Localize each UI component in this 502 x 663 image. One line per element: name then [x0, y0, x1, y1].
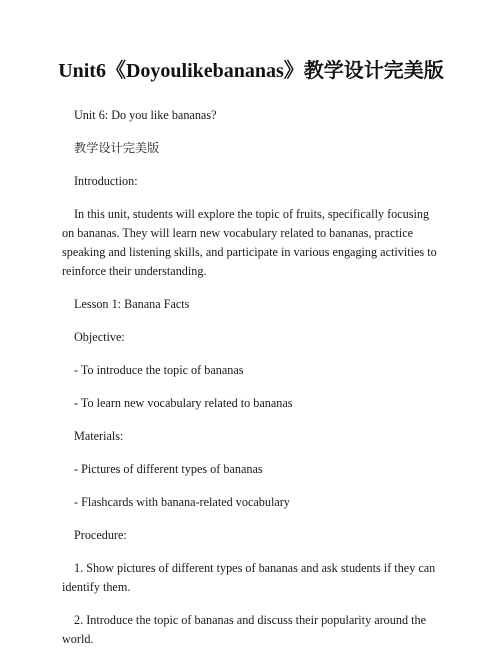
- section-heading-objective: Objective:: [74, 330, 125, 344]
- section-heading-introduction: Introduction:: [74, 174, 138, 188]
- materials-item: - Flashcards with banana-related vocabulary: [74, 495, 290, 509]
- procedure-step: 1. Show pictures of different types of bananas and ask students if they can identify them.: [62, 561, 436, 594]
- objective-item: - To learn new vocabulary related to bananas: [74, 396, 293, 410]
- document-body: [62, 106, 442, 663]
- materials-item: - Pictures of different types of bananas: [74, 462, 263, 476]
- section-heading-procedure: Procedure:: [74, 528, 127, 542]
- introduction-paragraph: In this unit, students will explore the topic of fruits, specifically focusing on bananas. They will learn new vocabulary related to bananas, practice speaking and listening skills, and participate in various engaging activities to reinforce their understanding.: [62, 207, 437, 278]
- section-heading-materials: Materials:: [74, 429, 124, 443]
- subtitle-line: 教学设计完美版: [74, 141, 160, 155]
- objective-item: - To introduce the topic of bananas: [74, 363, 244, 377]
- procedure-step: 2. Introduce the topic of bananas and discuss their popularity around the world.: [62, 613, 426, 646]
- lesson-heading: Lesson 1: Banana Facts: [74, 297, 190, 311]
- unit-heading: Unit 6: Do you like bananas?: [74, 108, 217, 122]
- document-title: Unit6《Doyoulikebananas》教学设计完美版: [58, 60, 444, 82]
